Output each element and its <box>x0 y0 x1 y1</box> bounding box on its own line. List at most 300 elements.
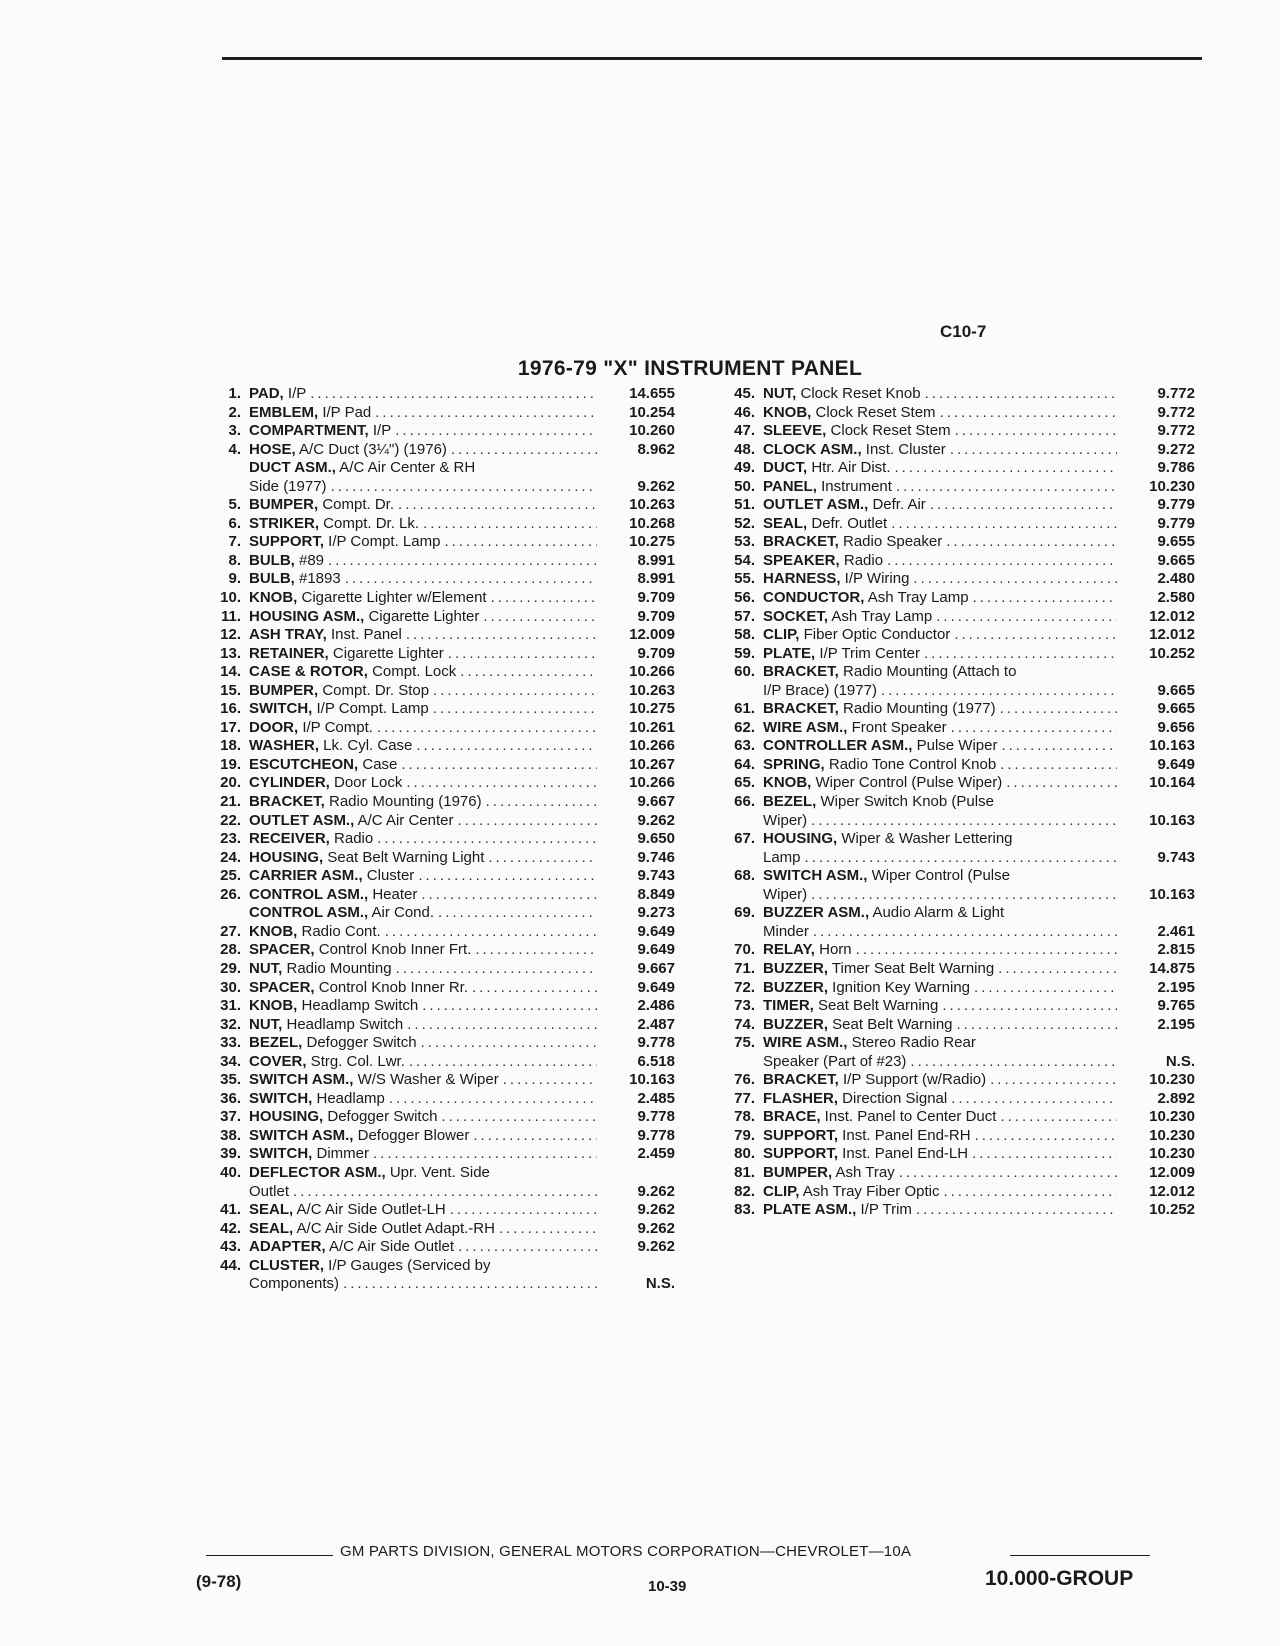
part-entry <box>707 1090 1195 1109</box>
part-entry <box>193 812 675 831</box>
part-line <box>707 385 1195 404</box>
part-number: 79. <box>734 1126 755 1144</box>
part-description-text <box>763 385 921 404</box>
part-description-text <box>763 608 932 627</box>
part-name: BRACKET, <box>763 1071 839 1089</box>
dot-leader <box>899 1164 1117 1183</box>
part-name: SPEAKER, <box>763 551 840 569</box>
part-description-text <box>249 589 487 608</box>
part-description <box>763 515 1117 534</box>
part-number: 38. <box>220 1126 241 1144</box>
part-entry <box>193 700 675 719</box>
part-line <box>193 422 675 441</box>
part-line <box>193 663 675 682</box>
part-name: ADAPTER, <box>249 1238 326 1256</box>
part-entry <box>193 1220 675 1239</box>
group-code: 9.709 <box>637 607 675 625</box>
footer-group: 10.000-GROUP <box>985 1567 1134 1590</box>
part-description-text <box>763 478 892 497</box>
group-code: 2.485 <box>637 1089 675 1107</box>
part-description-text <box>763 941 852 960</box>
part-line <box>193 645 675 664</box>
part-number: 77. <box>734 1089 755 1107</box>
group-code: 8.849 <box>637 885 675 903</box>
group-code: 10.230 <box>1149 1145 1195 1163</box>
part-line <box>707 1127 1195 1146</box>
group-code: 10.163 <box>1149 885 1195 903</box>
group-code: 9.262 <box>637 477 675 495</box>
part-name: RETAINER, <box>249 644 329 662</box>
part-description <box>249 441 597 460</box>
dot-leader <box>433 700 597 719</box>
part-description <box>249 404 597 423</box>
part-number: 80. <box>734 1145 755 1163</box>
part-number: 51. <box>734 496 755 514</box>
dot-leader <box>345 570 597 589</box>
dot-leader <box>946 533 1117 552</box>
part-description <box>763 589 1117 608</box>
part-line <box>193 830 675 849</box>
part-name: RECEIVER, <box>249 830 330 848</box>
part-line <box>707 923 1195 942</box>
part-description-text <box>249 404 371 423</box>
dot-leader <box>957 1016 1117 1035</box>
part-entry <box>193 533 675 552</box>
part-entry <box>707 1183 1195 1202</box>
part-entry <box>707 385 1195 404</box>
part-line <box>707 812 1195 831</box>
part-entry <box>193 793 675 812</box>
part-detail: Defogger Blower <box>353 1126 470 1144</box>
part-description <box>249 1071 597 1090</box>
part-description <box>249 1034 597 1053</box>
part-name: SEAL, <box>763 514 808 532</box>
part-line <box>707 756 1195 775</box>
part-description-text <box>249 1238 454 1257</box>
part-detail: W/S Washer & Wiper <box>353 1071 499 1089</box>
part-detail: Speaker (Part of #23) <box>763 1052 907 1070</box>
part-number: 27. <box>220 922 241 940</box>
part-number: 46. <box>734 403 755 421</box>
group-code: 10.263 <box>629 496 675 514</box>
part-entry <box>193 385 675 404</box>
group-code: N.S. <box>645 1275 675 1293</box>
part-description <box>763 867 1117 886</box>
part-description <box>249 960 597 979</box>
dot-leader <box>1006 774 1117 793</box>
part-entry <box>193 1127 675 1146</box>
part-line <box>707 663 1195 682</box>
group-code: 9.765 <box>1157 997 1195 1015</box>
part-name: PAD, <box>249 385 284 402</box>
group-code: 10.266 <box>629 737 675 755</box>
part-description-text <box>763 960 994 979</box>
dot-leader <box>375 404 597 423</box>
part-entry <box>193 960 675 979</box>
part-line <box>707 608 1195 627</box>
part-number: 12. <box>220 626 241 644</box>
part-number: 43. <box>220 1238 241 1256</box>
part-name: COVER, <box>249 1052 307 1070</box>
part-entry <box>193 1053 675 1072</box>
dot-leader <box>1000 700 1117 719</box>
part-detail: Horn <box>814 941 852 959</box>
part-number: 36. <box>220 1089 241 1107</box>
group-code: 9.262 <box>637 811 675 829</box>
part-description-text <box>763 1164 895 1183</box>
part-entry <box>193 1164 675 1201</box>
part-description-text <box>249 570 341 589</box>
part-entry <box>193 626 675 645</box>
part-number: 44. <box>220 1256 241 1274</box>
part-line <box>707 849 1195 868</box>
part-name: ESCUTCHEON, <box>249 755 359 773</box>
part-description <box>763 1127 1117 1146</box>
group-code: 9.665 <box>1157 700 1195 718</box>
group-code: 9.649 <box>637 941 675 959</box>
group-code: 9.709 <box>637 589 675 607</box>
dot-leader <box>975 1127 1117 1146</box>
part-description-text <box>249 645 444 664</box>
part-description <box>249 1201 597 1220</box>
part-description-text <box>763 663 1016 682</box>
part-description-text <box>249 533 440 552</box>
part-detail: Inst. Panel End-LH <box>838 1145 969 1163</box>
part-name: SWITCH, <box>249 1089 313 1107</box>
group-code: 14.655 <box>629 385 675 402</box>
part-description-text <box>249 385 306 404</box>
part-detail: Headlamp Switch <box>297 997 419 1015</box>
group-code: 9.273 <box>637 904 675 922</box>
part-entry <box>707 422 1195 441</box>
part-name: KNOB, <box>763 403 812 421</box>
part-description-text <box>763 719 947 738</box>
part-detail: Cigarette Lighter <box>364 607 480 625</box>
part-description <box>249 867 597 886</box>
part-number: 30. <box>220 978 241 996</box>
part-number: 33. <box>220 1034 241 1052</box>
page-title: 1976-79 "X" INSTRUMENT PANEL <box>517 357 863 380</box>
dot-leader <box>951 719 1117 738</box>
part-detail: Seat Belt Warning Light <box>323 848 485 866</box>
part-name: CLOCK ASM., <box>763 440 862 458</box>
part-number: 28. <box>220 941 241 959</box>
part-number: 31. <box>220 997 241 1015</box>
part-detail: Wiper Control (Pulse <box>867 867 1010 885</box>
part-number: 54. <box>734 551 755 569</box>
part-description-text <box>249 849 484 868</box>
part-name: NUT, <box>763 385 797 402</box>
part-description <box>249 1275 597 1294</box>
part-description <box>249 1127 597 1146</box>
part-detail: Fiber Optic Conductor <box>799 626 951 644</box>
part-line <box>193 923 675 942</box>
part-entry <box>193 663 675 682</box>
part-line <box>193 793 675 812</box>
part-description-text <box>763 552 883 571</box>
part-name: HOUSING, <box>249 1108 324 1126</box>
part-line <box>193 1257 675 1276</box>
dot-leader <box>389 1090 597 1109</box>
part-description-text <box>763 923 809 942</box>
part-line <box>707 626 1195 645</box>
part-name: SEAL, <box>249 1219 294 1237</box>
part-number: 6. <box>228 514 241 532</box>
group-code: 10.254 <box>629 403 675 421</box>
part-detail: Outlet <box>249 1182 290 1200</box>
part-line <box>707 867 1195 886</box>
part-detail: I/P Compt. <box>298 718 373 736</box>
part-detail: Radio Tone Control Knob <box>824 755 997 773</box>
header-rule <box>222 57 1202 60</box>
part-name: SPACER, <box>249 978 315 996</box>
dot-leader <box>406 626 597 645</box>
part-description-text <box>763 515 887 534</box>
group-code: 2.195 <box>1157 1015 1195 1033</box>
part-description <box>763 960 1117 979</box>
dot-leader <box>1001 737 1117 756</box>
part-name: KNOB, <box>249 589 298 607</box>
part-number: 17. <box>220 718 241 736</box>
part-description-text <box>763 812 807 831</box>
part-description-text <box>249 719 373 738</box>
part-description <box>249 570 597 589</box>
part-description <box>249 997 597 1016</box>
group-code: 9.772 <box>1157 385 1195 402</box>
part-line <box>707 904 1195 923</box>
part-description <box>763 849 1117 868</box>
part-number: 23. <box>220 830 241 848</box>
part-number: 15. <box>220 681 241 699</box>
part-name: BUMPER, <box>249 681 319 699</box>
part-name: DEFLECTOR ASM., <box>249 1163 386 1181</box>
part-detail: Radio Mounting (Attach to <box>838 663 1017 681</box>
part-description-text <box>763 626 950 645</box>
dot-leader <box>924 645 1117 664</box>
part-description <box>763 608 1117 627</box>
part-description-text <box>763 700 996 719</box>
group-code: 12.009 <box>1149 1163 1195 1181</box>
part-name: HOUSING ASM., <box>249 607 365 625</box>
part-description <box>249 774 597 793</box>
part-entry <box>193 737 675 756</box>
part-description-text <box>249 1183 289 1202</box>
part-line <box>193 1053 675 1072</box>
group-code: 9.743 <box>1157 848 1195 866</box>
part-description <box>249 478 597 497</box>
part-entry <box>707 404 1195 423</box>
part-entry <box>193 1090 675 1109</box>
group-code: 2.480 <box>1157 570 1195 588</box>
part-name: STRIKER, <box>249 514 320 532</box>
part-detail: Seat Belt Warning <box>813 997 939 1015</box>
part-line <box>707 1183 1195 1202</box>
group-code: 9.650 <box>637 830 675 848</box>
part-line <box>707 793 1195 812</box>
part-description <box>249 663 597 682</box>
group-code: 2.459 <box>637 1145 675 1163</box>
part-line <box>707 645 1195 664</box>
part-line <box>193 589 675 608</box>
part-name: KNOB, <box>249 997 298 1015</box>
part-line <box>707 478 1195 497</box>
part-description <box>763 663 1117 682</box>
part-line <box>193 812 675 831</box>
part-description <box>763 997 1117 1016</box>
part-description <box>763 1071 1117 1090</box>
part-entry <box>193 1071 675 1090</box>
part-line <box>193 700 675 719</box>
part-detail: Lamp <box>763 848 801 866</box>
part-entry <box>707 867 1195 904</box>
part-entry <box>707 793 1195 830</box>
part-detail: Seat Belt Warning <box>828 1015 953 1033</box>
dot-leader <box>385 923 597 942</box>
part-description <box>249 496 597 515</box>
part-line <box>193 1275 675 1294</box>
part-detail: I/P Support (w/Radio) <box>838 1071 987 1089</box>
part-line <box>193 626 675 645</box>
part-line <box>707 515 1195 534</box>
part-detail: Components) <box>249 1275 340 1293</box>
part-description <box>763 904 1117 923</box>
part-detail: Cigarette Lighter <box>328 644 444 662</box>
part-description <box>763 793 1117 812</box>
part-description <box>763 812 1117 831</box>
part-line <box>707 700 1195 719</box>
part-line <box>193 1127 675 1146</box>
group-code: 12.012 <box>1149 607 1195 625</box>
part-name: CYLINDER, <box>249 774 330 792</box>
part-description-text <box>763 979 970 998</box>
part-entry <box>193 1034 675 1053</box>
part-description-text <box>249 756 397 775</box>
part-number: 3. <box>228 422 241 440</box>
part-entry <box>707 1016 1195 1035</box>
part-number: 59. <box>734 644 755 662</box>
part-line <box>193 478 675 497</box>
dot-leader <box>407 1016 597 1035</box>
group-code: 2.487 <box>637 1015 675 1033</box>
dot-leader <box>954 626 1117 645</box>
part-name: CARRIER ASM., <box>249 867 363 885</box>
part-description <box>249 719 597 738</box>
part-detail: Headlamp <box>312 1089 385 1107</box>
part-line <box>193 1183 675 1202</box>
part-entry <box>707 589 1195 608</box>
part-number: 1. <box>228 385 241 402</box>
group-code: 10.275 <box>629 700 675 718</box>
dot-leader <box>433 682 597 701</box>
part-line <box>193 1201 675 1220</box>
part-line <box>707 719 1195 738</box>
part-description-text <box>763 441 946 460</box>
part-line <box>707 1145 1195 1164</box>
part-detail: Direction Signal <box>838 1089 948 1107</box>
part-name: SUPPORT, <box>249 533 325 551</box>
part-description-text <box>763 1183 939 1202</box>
part-description <box>249 1016 597 1035</box>
part-entry <box>193 608 675 627</box>
part-number: 70. <box>734 941 755 959</box>
part-line <box>707 1053 1195 1072</box>
part-line <box>193 1164 675 1183</box>
part-description-text <box>249 1016 403 1035</box>
dot-leader <box>916 1201 1117 1220</box>
part-detail: A/C Air Center & RH <box>335 459 476 477</box>
dot-leader <box>395 422 597 441</box>
part-description-text <box>763 756 996 775</box>
part-description-text <box>763 1016 953 1035</box>
part-line <box>193 515 675 534</box>
part-description <box>763 756 1117 775</box>
part-entry <box>707 1034 1195 1071</box>
part-number: 40. <box>220 1163 241 1181</box>
part-number: 24. <box>220 848 241 866</box>
part-description-text <box>763 1053 906 1072</box>
dot-leader <box>422 997 597 1016</box>
group-code: 10.163 <box>1149 737 1195 755</box>
part-number: 2. <box>228 403 241 421</box>
part-detail: I/P Gauges (Serviced by <box>324 1256 491 1274</box>
part-detail: Audio Alarm & Light <box>869 904 1005 922</box>
dot-leader <box>398 496 597 515</box>
part-description-text <box>249 737 412 756</box>
part-name: HARNESS, <box>763 570 841 588</box>
part-detail: Clock Reset Knob <box>796 385 921 402</box>
part-number: 22. <box>220 811 241 829</box>
group-code: N.S. <box>1165 1052 1195 1070</box>
part-line <box>193 737 675 756</box>
part-detail: Upr. Vent. Side <box>385 1163 490 1181</box>
part-name: BUMPER, <box>763 1163 833 1181</box>
dot-leader <box>486 793 597 812</box>
group-code: 8.991 <box>637 570 675 588</box>
part-entry <box>707 737 1195 756</box>
dot-leader <box>891 515 1117 534</box>
part-entry <box>193 1201 675 1220</box>
part-detail: Clock Reset Stem <box>826 422 951 440</box>
part-description <box>249 812 597 831</box>
part-detail: Wiper Switch Knob (Pulse <box>816 793 994 811</box>
dot-leader <box>1000 1108 1117 1127</box>
part-entry <box>707 774 1195 793</box>
part-detail: Front Speaker <box>847 718 947 736</box>
part-entry <box>193 719 675 738</box>
part-number: 49. <box>734 459 755 477</box>
group-code: 9.665 <box>1157 551 1195 569</box>
part-description-text <box>249 941 471 960</box>
part-entry <box>707 626 1195 645</box>
part-description-text <box>249 904 434 923</box>
part-description-text <box>763 886 807 905</box>
part-number: 52. <box>734 514 755 532</box>
part-name: DOOR, <box>249 718 299 736</box>
group-code: 9.665 <box>1157 681 1195 699</box>
part-name: DUCT ASM., <box>249 459 336 477</box>
part-description-text <box>249 496 394 515</box>
part-description-text <box>249 867 414 886</box>
part-detail: I/P Compt. Lamp <box>324 533 441 551</box>
part-description-text <box>249 515 419 534</box>
dot-leader <box>483 608 597 627</box>
dot-leader <box>805 849 1117 868</box>
part-description <box>249 626 597 645</box>
part-entry <box>707 1127 1195 1146</box>
part-number: 29. <box>220 959 241 977</box>
part-description <box>763 774 1117 793</box>
part-description-text <box>763 849 801 868</box>
